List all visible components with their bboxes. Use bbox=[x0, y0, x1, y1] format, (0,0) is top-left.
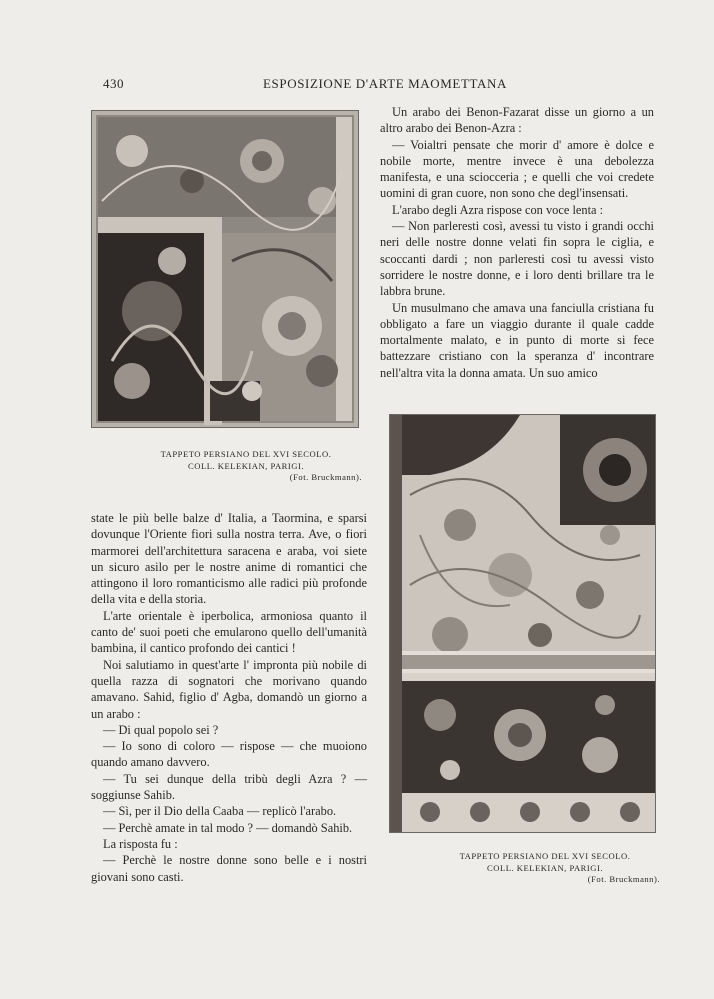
carpet-photo-1 bbox=[91, 110, 359, 428]
caption-collection: COLL. KELEKIAN, PARIGI. bbox=[188, 460, 304, 471]
caption-collection: COLL. KELEKIAN, PARIGI. bbox=[487, 862, 603, 873]
paragraph: L'arte orientale è iperbolica, armoniosa quanto il canto de' suoi poeti che emularono quello dell'umanità bambina, il cantico profondo dei cantici ! bbox=[91, 608, 367, 656]
text-column-left bbox=[91, 510, 367, 885]
paragraph: — Perchè amate in tal modo ? — domandò Sahib. bbox=[103, 820, 353, 835]
paragraph: La risposta fu : bbox=[103, 836, 178, 851]
paragraph: — Di qual popolo sei ? bbox=[103, 722, 219, 737]
paragraph: — Perchè le nostre donne sono belle e i nostri giovani sono casti. bbox=[91, 853, 367, 884]
caption-title: TAPPETO PERSIANO DEL XVI SECOLO. bbox=[160, 449, 332, 459]
caption-title: TAPPETO PERSIANO DEL XVI SECOLO. bbox=[459, 851, 631, 861]
paragraph: state le più belle balze d' Italia, a Taormina, e sparsi dovunque l'Oriente fiori sulla nostra terra. Ave, o fiori marmorei dell'architettura saracena e araba, voi siete un sicuro asilo per le nostre anime di romantici che attingono il loro romanticismo alle radici più profonde della vita e della storia. bbox=[91, 511, 367, 607]
paragraph: — Tu sei dunque della tribù degli Azra ? — soggiunse Sahib. bbox=[91, 771, 367, 803]
text-column-right bbox=[380, 104, 654, 381]
paragraph: L'arabo degli Azra rispose con voce lenta : bbox=[392, 202, 604, 217]
paragraph: — Voialtri pensate che morir d' amore è dolce e nobile morte, mentre invece è una debolezza manifesta, e una sciocceria ; e quelli che voi credete uomini di gran cuore, non sono che degl'insensati. bbox=[380, 137, 654, 201]
carpet-photo-2 bbox=[389, 414, 656, 833]
paragraph: — Io sono di coloro — rispose — che muoiono quando amano davvero. bbox=[91, 739, 367, 770]
caption-credit: (Fot. Bruckmann). bbox=[587, 874, 660, 884]
paragraph: — Non parleresti così, avessi tu visto i grandi occhi neri delle nostre donne velati fin sopra le ciglia, e scoccanti dardi ; non parleresti così tu avessi visto sorridere le nostre donne, e i loro denti brillare tra le labbra brune. bbox=[380, 219, 654, 299]
running-title: ESPOSIZIONE D'ARTE MAOMETTANA bbox=[263, 76, 507, 91]
page-number: 430 bbox=[103, 76, 124, 91]
paragraph: Un musulmano che amava una fanciulla cristiana fu obbligato a fare un viaggio durante il quale cadde mortalmente malato, e in punto di morte si fece battezzare cristiano con la speranza d' incontrare nell'altra vita la donna amata. Un suo amico bbox=[380, 300, 654, 380]
paragraph: Noi salutiamo in quest'arte l' impronta più nobile di quella razza di sognatori che morivano quando amavano. Sahid, figlio d' Agba, domandò un giorno a un arabo : bbox=[91, 657, 367, 721]
carpet-caption-1 bbox=[130, 449, 362, 484]
paragraph: — Sì, per il Dio della Caaba — replicò l'arabo. bbox=[103, 804, 337, 819]
carpet-caption-2 bbox=[430, 851, 660, 886]
caption-credit: (Fot. Bruckmann). bbox=[289, 472, 362, 482]
paragraph: Un arabo dei Benon-Fazarat disse un giorno a un altro arabo dei Benon-Azra : bbox=[380, 105, 654, 136]
